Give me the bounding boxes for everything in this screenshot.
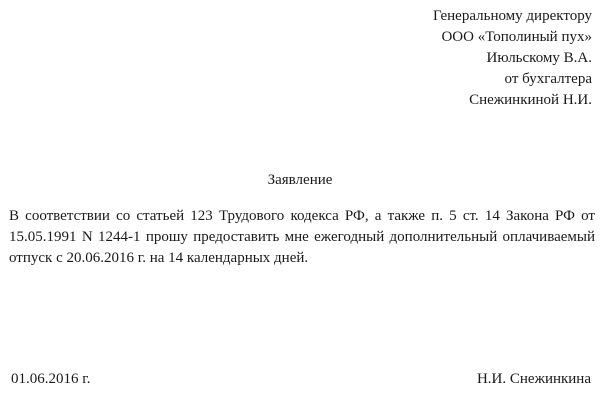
addressee-block bbox=[433, 6, 592, 111]
sender-name: Снежинкиной Н.И. bbox=[469, 92, 592, 108]
body-line: отпуск с 20.06.2016 г. на 14 календарных дней. bbox=[9, 250, 309, 266]
body-line: 15.05.1991 N 1244-1 прошу предоставить мне ежегодный дополнительный оплачиваемый bbox=[9, 229, 595, 245]
body-line: В соответствии со статьей 123 Трудового кодекса РФ, а также п. 5 ст. 14 Закона РФ от bbox=[9, 208, 595, 224]
signature-name: Н.И. Снежинкина bbox=[476, 371, 591, 387]
addressee-position: Генеральному директору bbox=[432, 8, 592, 24]
addressee-company: ООО «Тополиный пух» bbox=[441, 29, 592, 45]
document-date: 01.06.2016 г. bbox=[11, 371, 91, 387]
document-body bbox=[9, 206, 595, 269]
document-title: Заявление bbox=[267, 172, 333, 188]
addressee-name: Июльскому В.А. bbox=[486, 50, 592, 66]
sender-position: от бухгалтера bbox=[504, 71, 592, 87]
